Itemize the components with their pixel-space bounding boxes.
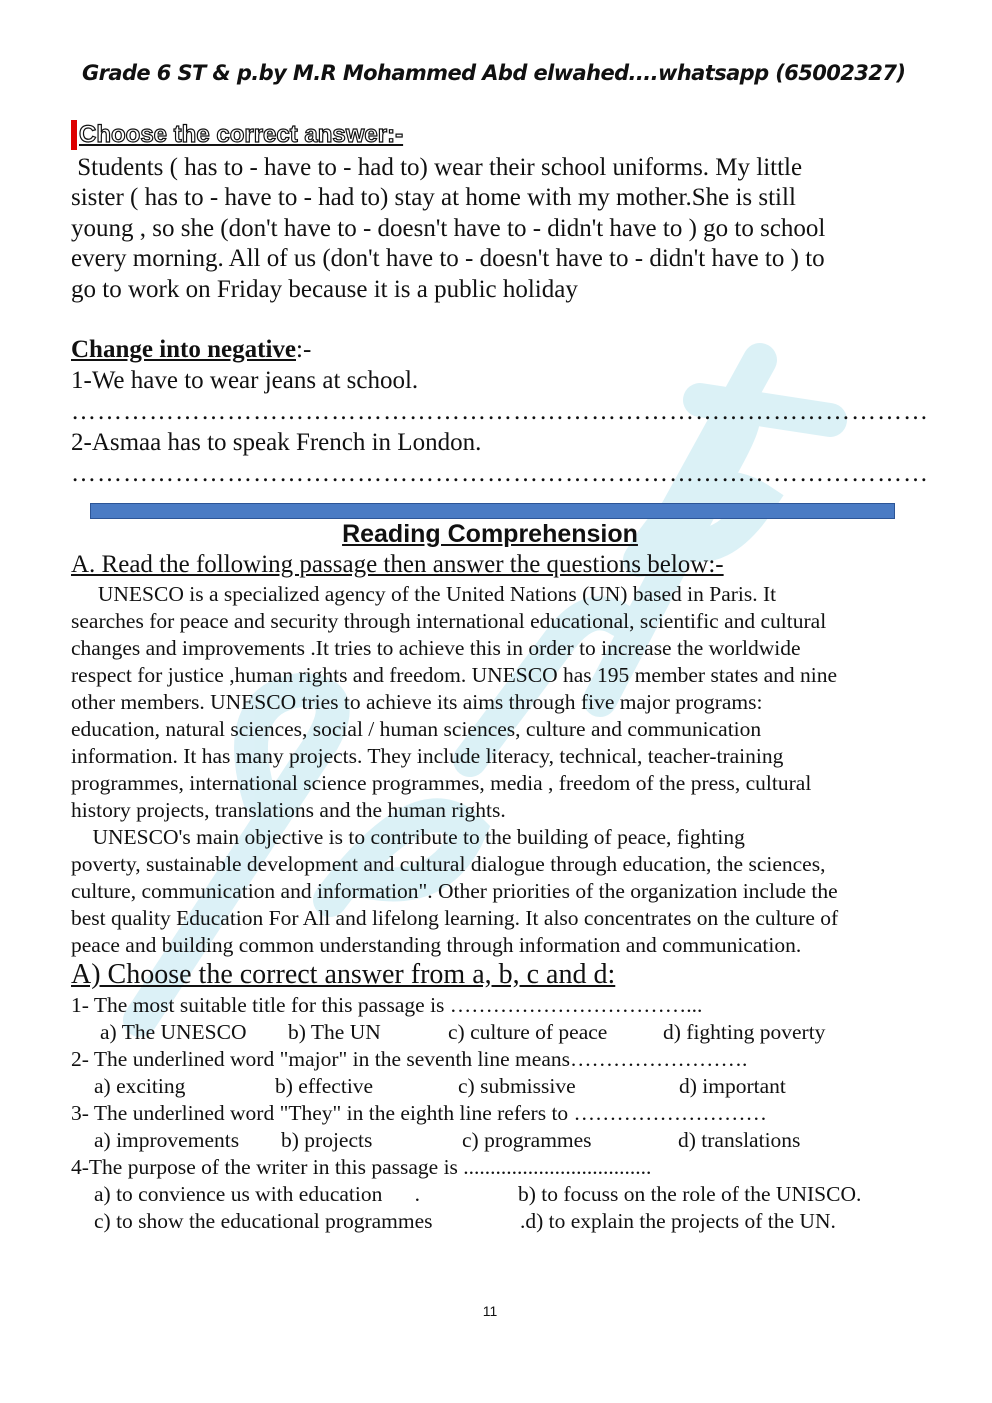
passage-line: best quality Education For All and lifelong learning. It also concentrates on the culture of: [71, 906, 839, 930]
negative-title-text: Change into negative: [71, 336, 296, 363]
choose-section-title: Choose the correct answer:-: [71, 120, 403, 150]
passage-line: changes and improvements .It tries to achieve this in order to increase the worldwide: [71, 636, 801, 660]
option[interactable]: a) The UNESCO: [100, 1020, 247, 1044]
negative-sentence: 1-We have to wear jeans at school.: [71, 367, 419, 394]
section-divider-bar: [90, 503, 895, 519]
passage-line: other members. UNESCO tries to achieve its aims through five major programs:: [71, 690, 763, 714]
option[interactable]: c) to show the educational programmes: [94, 1209, 433, 1233]
reading-title: Reading Comprehension: [342, 520, 638, 548]
page-header: Grade 6 ST & p.by M.R Mohammed Abd elwahed....whatsapp (65002327): [82, 61, 906, 85]
passage-line: UNESCO is a specialized agency of the United Nations (UN) based in Paris. It: [71, 582, 777, 606]
option[interactable]: d) translations: [678, 1128, 801, 1152]
negative-sentence: 2-Asmaa has to speak French in London.: [71, 429, 482, 456]
question: 1- The most suitable title for this passage is ……………………………...: [71, 993, 703, 1017]
option[interactable]: c) culture of peace: [448, 1020, 608, 1044]
reading-instruction: A. Read the following passage then answer the questions below:-: [71, 551, 724, 578]
choose-line: Students ( has to - have to - had to) wear their school uniforms. My little: [71, 154, 803, 181]
option[interactable]: c) submissive: [458, 1074, 576, 1098]
choose-line: every morning. All of us (don't have to - doesn't have to - didn't have to ) to: [71, 245, 825, 272]
choose-line: go to work on Friday because it is a public holiday: [71, 276, 578, 303]
option[interactable]: d) fighting poverty: [663, 1020, 826, 1044]
choose-line: young , so she (don't have to - doesn't have to - didn't have to ) go to school: [71, 215, 826, 242]
question: 4-The purpose of the writer in this passage is ...................................: [71, 1155, 652, 1179]
negative-section-title: [71, 335, 311, 365]
option[interactable]: b) The UN: [288, 1020, 381, 1044]
option[interactable]: b) projects: [281, 1128, 373, 1152]
option[interactable]: d) important: [679, 1074, 786, 1098]
option[interactable]: b) to focuss on the role of the UNISCO.: [518, 1182, 862, 1206]
passage-line: programmes, international science programmes, media , freedom of the press, cultural: [71, 771, 812, 795]
passage-line: information. It has many projects. They include literacy, technical, teacher-training: [71, 744, 784, 768]
question: 2- The underlined word "major" in the seventh line means…………………….: [71, 1047, 748, 1071]
passage-line: culture, communication and information". Other priorities of the organization include the: [71, 879, 838, 903]
mcq-title: A) Choose the correct answer from a, b, c and d:: [71, 959, 616, 990]
option[interactable]: c) programmes: [462, 1128, 592, 1152]
passage-line: UNESCO's main objective is to contribute to the building of peace, fighting: [71, 825, 745, 849]
passage-line: poverty, sustainable development and cultural dialogue through education, the sciences,: [71, 852, 826, 876]
passage-line: searches for peace and security through international educational, scientific and cultural: [71, 609, 827, 633]
passage-line: history projects, translations and the human rights.: [71, 798, 506, 822]
answer-blank[interactable]: ………………………………………………………………………………………: [71, 460, 929, 487]
option[interactable]: a) improvements: [94, 1128, 240, 1152]
option[interactable]: a) to convience us with education .: [94, 1182, 420, 1206]
answer-blank[interactable]: ………………………………………………………………………………………: [71, 398, 929, 425]
page-number: 11: [482, 1303, 498, 1319]
choose-line: sister ( has to - have to - had to) stay at home with my mother.She is still: [71, 184, 796, 211]
passage-line: peace and building common understanding through information and communication.: [71, 933, 802, 957]
passage-line: education, natural sciences, social / human sciences, culture and communication: [71, 717, 762, 741]
option[interactable]: a) exciting: [94, 1074, 186, 1098]
negative-title-suffix: :-: [296, 336, 312, 363]
question: 3- The underlined word "They" in the eighth line refers to ………………………: [71, 1101, 768, 1125]
option[interactable]: b) effective: [275, 1074, 374, 1098]
passage-line: respect for justice ,human rights and freedom. UNESCO has 195 member states and nine: [71, 663, 838, 687]
option[interactable]: .d) to explain the projects of the UN.: [520, 1209, 836, 1233]
